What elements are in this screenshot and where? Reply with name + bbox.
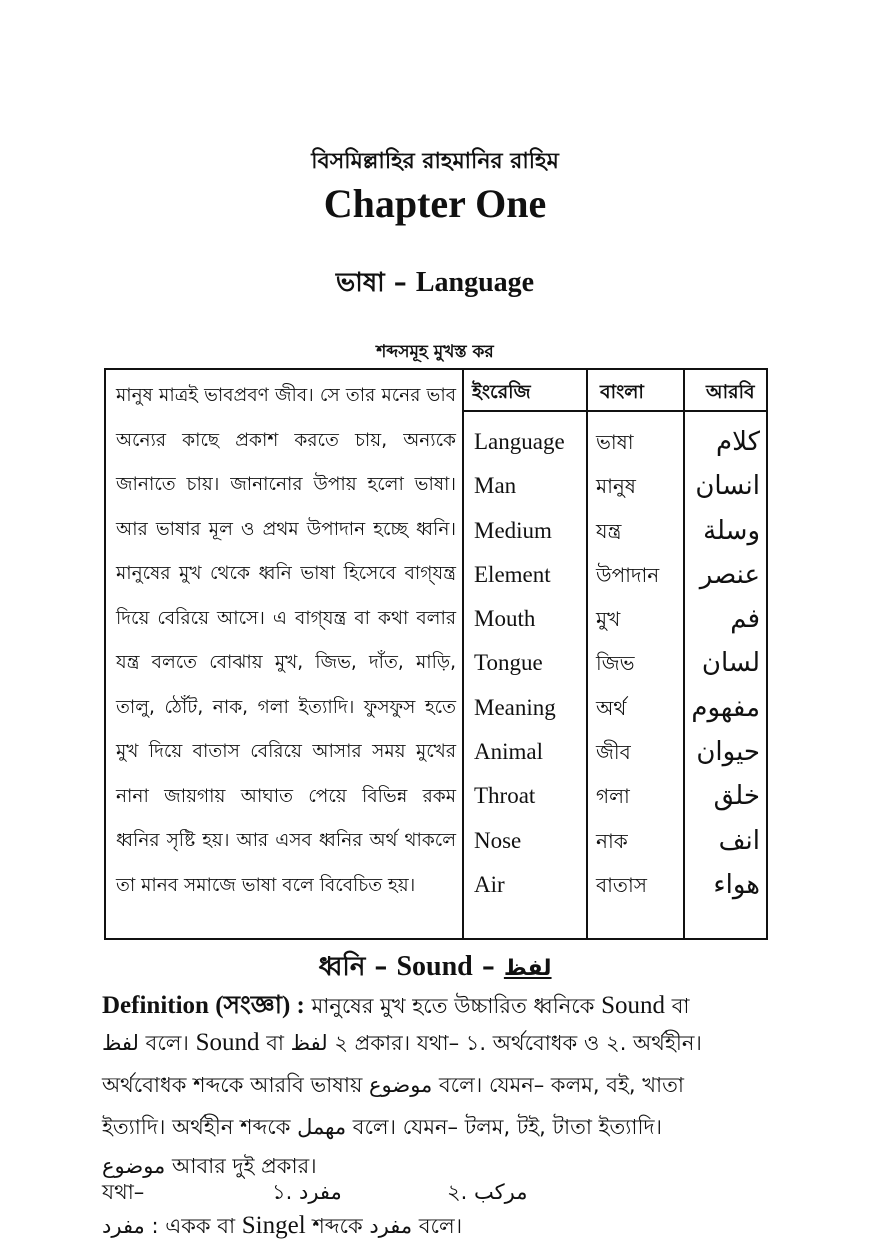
paragraph-text-en: Singel xyxy=(241,1212,306,1239)
chapter-title: Chapter One xyxy=(323,181,547,226)
header-rule xyxy=(685,410,768,412)
arabic-word: عنصر xyxy=(699,559,760,590)
english-word: Language xyxy=(474,429,565,454)
english-word: Element xyxy=(474,561,551,587)
arabic-word: لسان xyxy=(701,648,760,679)
paragraph-line xyxy=(102,1027,772,1062)
vocabulary-box xyxy=(104,368,768,940)
paragraph-text: مفرد : একক বা xyxy=(102,1214,236,1238)
header-rule xyxy=(464,410,586,412)
bangla-word: উপাদান xyxy=(596,562,660,587)
arabic-word: وسلة xyxy=(703,515,760,546)
bangla-word: নাক xyxy=(596,828,628,853)
arabic-word: حيوان xyxy=(696,737,760,768)
english-word: Tongue xyxy=(474,650,543,676)
english-word: Meaning xyxy=(474,694,556,720)
bangla-word: মুখ xyxy=(596,607,621,632)
types-label: যথা– xyxy=(102,1180,145,1204)
arabic-word: خلق xyxy=(713,781,760,812)
arabic-word: كلام xyxy=(716,427,760,457)
bangla-word: মানুষ xyxy=(596,474,636,499)
type-item: ২. مركب xyxy=(447,1180,528,1204)
section-heading-language xyxy=(0,262,870,306)
sound-heading-en: Sound xyxy=(396,951,473,982)
bangla-word: জীব xyxy=(596,740,631,765)
paragraph-text: বা xyxy=(671,994,690,1018)
bangla-word: গলা xyxy=(596,784,630,809)
english-word: Air xyxy=(474,871,505,897)
paragraph-text: বা لفظ ২ প্রকার। যথা– ১. অর্থবোধক ও ২. অর্থহীন। xyxy=(266,1031,702,1055)
sound-heading-ar: لفظ xyxy=(503,956,552,981)
definition-term: Definition (সংজ্ঞা) : xyxy=(102,992,305,1019)
english-word-list xyxy=(474,420,565,907)
bangla-word: অর্থ xyxy=(596,695,627,720)
arabic-word: مفهوم xyxy=(691,692,760,723)
column-divider xyxy=(586,370,588,938)
column-header-bangla: বাংলা xyxy=(600,381,644,403)
arabic-word-list xyxy=(691,420,760,907)
column-header-english: ইংরেজি xyxy=(472,381,531,403)
bangla-word: জিভ xyxy=(596,651,635,676)
english-word: Medium xyxy=(474,517,552,543)
column-divider xyxy=(683,370,685,938)
column-divider xyxy=(462,370,464,938)
paragraph-line: অর্থবোধক শব্দকে আরবি ভাষায় موضوع বলে। যেমন– কলম, বই, খাতা xyxy=(102,1073,684,1097)
sound-heading-bn: ধ্বনি – xyxy=(318,952,388,982)
arabic-word: انسان xyxy=(695,471,760,502)
type-item: ১. مفرد xyxy=(272,1180,342,1204)
english-word: Throat xyxy=(474,783,536,809)
paragraph-text-en: Sound xyxy=(601,992,666,1019)
paragraph-text: শব্দকে مفرد বলে। xyxy=(312,1214,463,1238)
section-heading-en: Language xyxy=(415,267,535,298)
paragraph-line: موضوع আবার দুই প্রকার। xyxy=(102,1154,317,1178)
bismillah-heading: বিসমিল্লাহির রাহমানির রাহিম xyxy=(311,149,559,174)
column-header-arabic: আরবি xyxy=(706,381,755,403)
bangla-word: যন্ত্র xyxy=(596,518,622,543)
english-word: Nose xyxy=(474,827,522,853)
sound-heading-dash: – xyxy=(481,952,495,982)
paragraph-line xyxy=(102,1210,772,1245)
header-rule xyxy=(588,410,683,412)
section-heading-bn: ভাষা – xyxy=(335,268,407,298)
english-word: Animal xyxy=(474,739,543,765)
bangla-word: ভাষা xyxy=(596,430,634,454)
english-word: Man xyxy=(474,473,517,499)
arabic-word: فم xyxy=(730,604,760,635)
arabic-word: هواء xyxy=(713,869,760,900)
paragraph-text-en: Sound xyxy=(195,1029,260,1056)
section-heading-sound xyxy=(0,946,870,990)
bangla-word: বাতাস xyxy=(596,872,647,897)
arabic-word: انف xyxy=(718,825,760,856)
intro-paragraph: মানুষ মাত্রই ভাবপ্রবণ জীব। সে তার মনের ভাব অন্যের কাছে প্রকাশ করতে চায়, অন্যকে জানাতে চায়। জানানোর উপায় হলো ভাষা। আর ভাষার মূল ও প্রথম উপাদান হচ্ছে ধ্বনি। মানুষের মুখ থেকে ধ্বনি ভাষা হিসেবে বাগ্‌যন্ত্র দিয়ে বেরিয়ে আসে। এ বাগ্‌যন্ত্র বা কথা বলার যন্ত্র বলতে বোঝায় মুখ, জিভ, দাঁত, মাড়ি, তালু, ঠোঁট, নাক, গলা ইত্যাদি। ফুসফুস হতে মুখ দিয়ে বাতাস বেরিয়ে আসার সময় মুখের নানা জায়গায় আঘাত পেয়ে বিভিন্ন রকম ধ্বনির সৃষ্টি হয়। আর এসব ধ্বনির অর্থ থাকলে তা মানব সমাজে ভাষা বলে বিবেচিত হয়। xyxy=(116,385,456,896)
definition-line xyxy=(102,985,772,1028)
paragraph-line: ইত্যাদি। অর্থহীন শব্দকে مهمل বলে। যেমন– টলম, টই, টাতা ইত্যাদি। xyxy=(102,1115,662,1139)
bangla-word-list xyxy=(596,420,659,907)
paragraph-text: لفظ বলে। xyxy=(102,1031,189,1055)
english-word: Mouth xyxy=(474,606,536,632)
paragraph-text: মানুষের মুখ হতে উচ্চারিত ধ্বনিকে xyxy=(311,994,595,1018)
memorize-label: শব্দসমূহ মুখস্ত কর xyxy=(376,342,494,362)
